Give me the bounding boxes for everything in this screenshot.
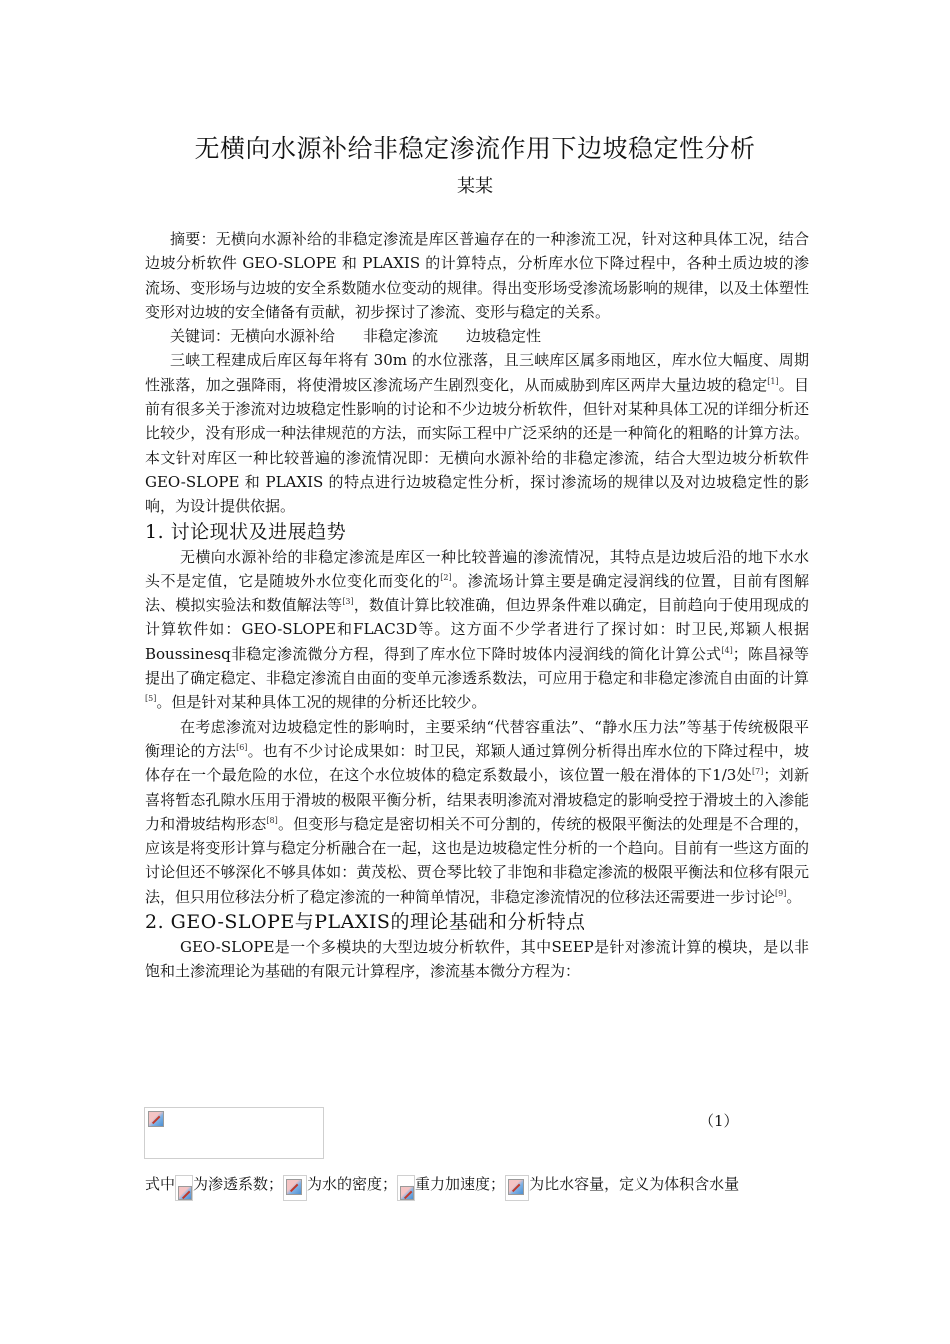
section-1-paragraph-1	[145, 545, 809, 715]
variable-definition-line	[145, 1172, 739, 1201]
keywords-label: 关键词：	[170, 327, 231, 346]
citation-8: [8]	[266, 815, 278, 825]
line-text-b: 为渗透系数；	[193, 1175, 284, 1193]
paper-title: 无横向水源补给非稳定渗流作用下边坡稳定性分析	[194, 134, 756, 163]
citation-3: [3]	[342, 597, 354, 607]
s1p2-text-3: ；刘新喜将暂态孔隙水压用于滑坡的极限平衡分析，结果表明渗流对滑坡稳定的影响受控于滑坡土的入渗能力和滑坡结构形态	[145, 766, 809, 833]
paper-body	[145, 227, 809, 984]
keyword-2: 非稳定渗流	[363, 327, 439, 346]
intro-paragraph	[145, 348, 809, 518]
s1p1-text-4: ；陈昌禄等提出了确定稳定、非稳定渗流自由面的变单元渗透系数法，可应用于稳定和非稳定渗流自由面的计算	[145, 644, 809, 688]
broken-image-icon	[508, 1179, 524, 1195]
citation-4: [4]	[721, 645, 733, 655]
citation-6: [6]	[236, 742, 248, 752]
line-text-a: 式中	[145, 1175, 176, 1193]
inline-image-g	[397, 1175, 415, 1201]
s1p1-text-3: ，数值计算比较准确，但边界条件难以确定，目前趋向于使用现成的计算软件如：GEO-SLOPE和FLAC3D等。这方面不少学者进行了探讨如：时卫民,郑颖人根据Boussinesq非稳定渗流微分方程，得到了库水位下降时坡体内浸润线的简化计算公式	[145, 596, 809, 663]
citation-1: [1]	[767, 376, 779, 386]
broken-image-icon	[178, 1186, 192, 1200]
citation-2: [2]	[440, 572, 452, 582]
section-1-paragraph-2	[145, 715, 809, 909]
citation-5: [5]	[145, 694, 157, 704]
s1p2-text-2: 。也有不少讨论成果如：时卫民，郑颖人通过算例分析得出库水位的下降过程中，坡体存在一个最危险的水位，在这个水位坡体的稳定系数最小，该位置一般在滑体的下1/3处	[145, 741, 809, 785]
broken-image-icon	[400, 1186, 414, 1200]
abstract-paragraph: 摘要：无横向水源补给的非稳定渗流是库区普遍存在的一种渗流工况，针对这种具体工况，结合边坡分析软件 GEO-SLOPE 和 PLAXIS 的计算特点，分析库水位下降过程中，各种土质边坡的渗流场、变形场与边坡的安全系数随水位变动的规律。得出变形场受渗流场影响的规律，以及土体塑性变形对边坡的安全储备有贡献，初步探讨了渗流、变形与稳定的关系。	[145, 230, 809, 321]
inline-image-rho	[283, 1175, 307, 1201]
keywords-line	[145, 324, 809, 348]
s1p1-text-1: 无横向水源补给的非稳定渗流是库区一种比较普遍的渗流情况，其特点是边坡后沿的地下水水头不是定值，它是随坡外水位变化而变化的	[145, 547, 809, 590]
paper-author: 某某	[457, 176, 493, 197]
equation-number: （1）	[699, 1112, 739, 1130]
line-text-e: 为比水容量，定义为体积含水量	[529, 1175, 740, 1193]
line-text-d: 重力加速度；	[415, 1175, 506, 1193]
s1p2-text-1: 在考虑渗流对边坡稳定性的影响时，主要采纳“代替容重法”、“静水压力法”等基于传统极限平衡理论的方法	[145, 717, 809, 760]
s1p2-text-4: 。但变形与稳定是密切相关不可分割的，传统的极限平衡法的处理是不合理的，应该是将变形计算与稳定分析融合在一起，这也是边坡稳定性分析的一个趋向。目前有一些这方面的讨论但还不够深化不够具体如：黄茂松、贾仓琴比较了非饱和非稳定渗流的极限平衡法和位移有限元法，但只用位移法分析了稳定渗流的一种简单情况，非稳定渗流情况的位移法还需要进一步讨论	[145, 814, 809, 906]
citation-7: [7]	[751, 767, 764, 777]
broken-image-icon	[148, 1111, 164, 1127]
citation-9: [9]	[775, 888, 787, 898]
keyword-1: 无横向水源补给	[230, 327, 336, 346]
intro-text-2: 。目前有很多关于渗流对边坡稳定性影响的讨论和不少边坡分析软件，但针对某种具体工况的详细分析还比较少，没有形成一种法律规范的方法，而实际工程中广泛采纳的还是一种简化的粗略的计算方法。本文针对库区一种比较普遍的渗流情况即：无横向水源补给的非稳定渗流，结合大型边坡分析软件 GEO-SLOPE 和 PLAXIS 的特点进行边坡稳定性分析，探讨渗流场的规律以及对边坡稳定性的影响，为设计提供依据。	[145, 375, 809, 516]
s1p2-text-5: 。	[786, 887, 802, 906]
intro-text-1: 三峡工程建成后库区每年将有 30m 的水位涨落，且三峡库区属多雨地区，库水位大幅度、周期性涨落，加之强降雨，将使滑坡区渗流场产生剧烈变化，从而威胁到库区两岸大量边坡的稳定	[145, 351, 809, 394]
section-1-heading: 1. 讨论现状及进展趋势	[145, 520, 347, 543]
line-text-c: 为水的密度；	[307, 1175, 398, 1193]
section-2-heading: 2. GEO-SLOPE与PLAXIS的理论基础和分析特点	[145, 911, 586, 934]
s1p1-text-2: 。渗流场计算主要是确定浸润线的位置，目前有图解法、模拟实验法和数值解法等	[145, 571, 809, 615]
inline-image-c	[505, 1175, 529, 1201]
keyword-3: 边坡稳定性	[466, 327, 542, 346]
inline-image-k	[175, 1175, 193, 1201]
broken-image-icon	[286, 1179, 302, 1195]
s1p1-text-5: 。但是针对某种具体工况的规律的分析还比较少。	[156, 693, 487, 712]
equation-image-placeholder	[144, 1107, 324, 1159]
section-2-paragraph-1: GEO-SLOPE是一个多模块的大型边坡分析软件，其中SEEP是针对渗流计算的模块，是以非饱和土渗流理论为基础的有限元计算程序，渗流基本微分方程为：	[145, 938, 809, 981]
